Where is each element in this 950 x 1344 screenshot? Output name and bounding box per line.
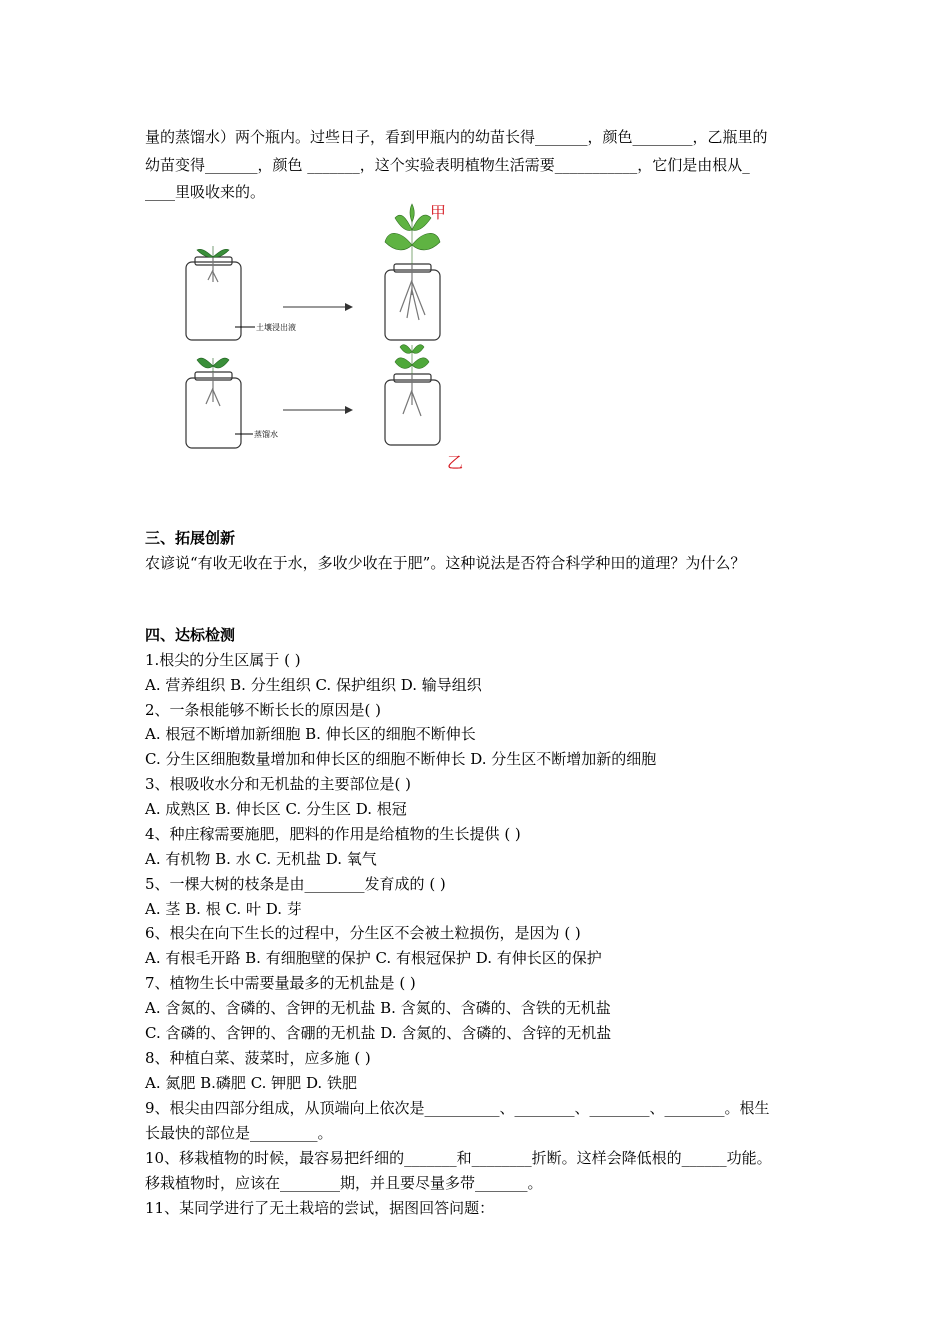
section3-text: 农谚说“有收无收在于水，多收少收在于肥”。这种说法是否符合科学种田的道理？为什么？: [145, 554, 746, 572]
jar1-label: 土壤浸出液: [256, 323, 296, 332]
option-line: A. 含氮的、含磷的、含钾的无机盐 B. 含氮的、含磷的、含铁的无机盐: [145, 999, 611, 1017]
label-yi: 乙: [447, 453, 464, 472]
jar-soil-extract: [186, 257, 241, 340]
question-line: 1.根尖的分生区属于 ( ): [145, 651, 301, 669]
question-line: 5、一棵大树的枝条是由________发育成的 ( ): [145, 875, 446, 893]
option-line: A. 营养组织 B. 分生组织 C. 保护组织 D. 输导组织: [145, 676, 482, 694]
question-line: 6、根尖在向下生长的过程中，分生区不会被土粒损伤，是因为 ( ): [145, 924, 581, 942]
question-line: 长最快的部位是_________。: [145, 1124, 333, 1142]
option-line: A. 有根毛开路 B. 有细胞壁的保护 C. 有根冠保护 D. 有伸长区的保护: [145, 949, 602, 967]
section4-heading: 四、达标检测: [145, 626, 236, 644]
intro-line-1: 量的蒸馏水）两个瓶内。过些日子，看到甲瓶内的幼苗长得_______，颜色________，乙瓶里的: [145, 128, 768, 146]
label-jia: 甲: [430, 203, 447, 222]
question-line: 11、某同学进行了无土栽培的尝试，据图回答问题：: [145, 1199, 495, 1217]
question-line: 10、移栽植物的时候，最容易把纤细的_______和________折断。这样会降低根的______功能。: [145, 1149, 772, 1167]
option-line: A. 茎 B. 根 C. 叶 D. 芽: [145, 900, 302, 918]
question-line: 8、种植白菜、菠菜时，应多施 ( ): [145, 1049, 371, 1067]
jar-distilled-water: [186, 372, 241, 448]
seedling-small-1: [197, 246, 229, 257]
question-line: 移栽植物时，应该在________期，并且要尽量多带_______。: [145, 1174, 543, 1192]
jar-grown-healthy: [385, 264, 440, 340]
option-line: A. 根冠不断增加新细胞 B. 伸长区的细胞不断伸长: [145, 725, 476, 743]
intro-line-2: 幼苗变得_______，颜色 _______，这个实验表明植物生活需要___________，它们是由根从_: [145, 156, 750, 174]
option-line: A. 氮肥 B.磷肥 C. 钾肥 D. 铁肥: [145, 1074, 357, 1092]
arrow-top: [283, 303, 353, 311]
question-line: 4、种庄稼需要施肥，肥料的作用是给植物的生长提供 ( ): [145, 825, 521, 843]
option-line: C. 含磷的、含钾的、含硼的无机盐 D. 含氮的、含磷的、含锌的无机盐: [145, 1024, 612, 1042]
intro-line-3: ____里吸收来的。: [145, 183, 266, 201]
question-line: 7、植物生长中需要量最多的无机盐是 ( ): [145, 974, 416, 992]
option-line: C. 分生区细胞数量增加和伸长区的细胞不断伸长 D. 分生区不断增加新的细胞: [145, 750, 657, 768]
arrow-bottom: [283, 406, 353, 414]
section3-heading: 三、拓展创新: [145, 529, 236, 547]
jar-grown-weak: [385, 374, 440, 445]
seedling-medium: [395, 345, 429, 374]
option-line: A. 有机物 B. 水 C. 无机盐 D. 氧气: [145, 850, 377, 868]
question-line: 9、根尖由四部分组成，从顶端向上依次是__________、________、________、________。根生: [145, 1099, 770, 1117]
jar2-label: 蒸馏水: [254, 430, 278, 439]
option-line: A. 成熟区 B. 伸长区 C. 分生区 D. 根冠: [145, 800, 407, 818]
experiment-figure: [175, 200, 475, 475]
question-line: 2、一条根能够不断长长的原因是( ): [145, 701, 382, 719]
question-line: 3、根吸收水分和无机盐的主要部位是( ): [145, 775, 412, 793]
seedling-small-2: [197, 358, 229, 372]
